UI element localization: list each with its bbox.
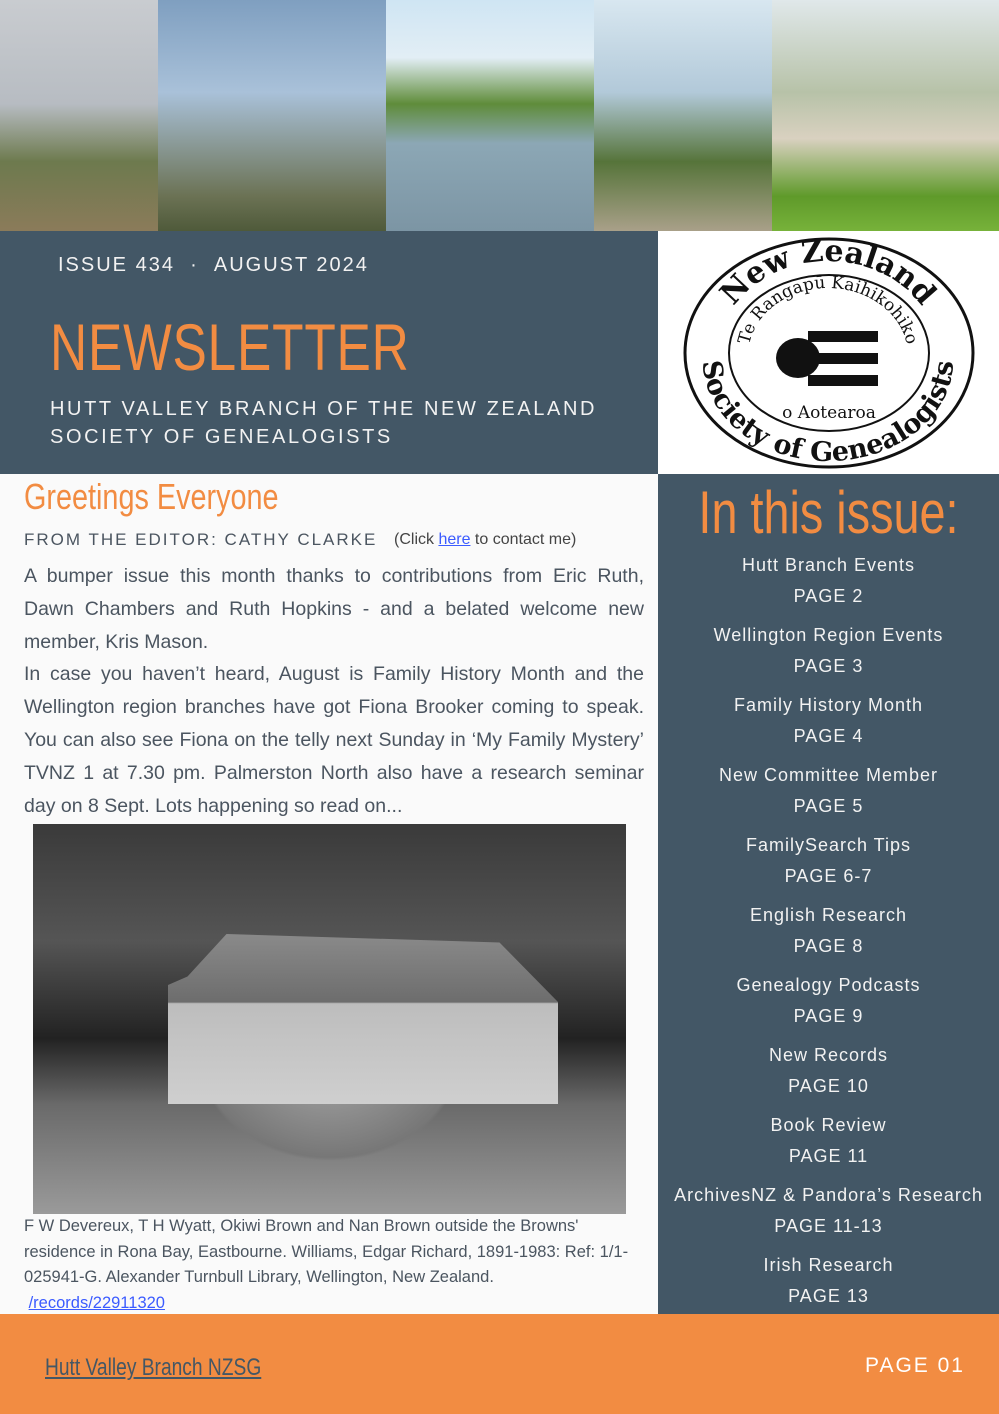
logo-text: o Aotearoa <box>782 403 876 423</box>
toc-item-title: Genealogy Podcasts <box>736 975 921 995</box>
toc-item-page: PAGE 5 <box>793 796 864 816</box>
contact-note <box>394 531 576 549</box>
toc-item-title: Family History Month <box>733 695 924 715</box>
toc-item-page: PAGE 11 <box>788 1146 869 1166</box>
toc-item-title: FamilySearch Tips <box>745 835 912 855</box>
toc-item-title: New Committee Member <box>718 765 939 785</box>
page-number: PAGE 01 <box>865 1354 965 1377</box>
logo-text: New Zealand <box>713 233 943 312</box>
toc-item[interactable] <box>658 1250 999 1320</box>
toc-item[interactable] <box>658 690 999 760</box>
photo-war-memorial <box>594 0 772 231</box>
toc-item-page: PAGE 6-7 <box>784 866 873 886</box>
paragraph: A bumper issue this month thanks to contributions from Eric Ruth, Dawn Chambers and Ruth Hopkins - and a belated welcome new member, Kris Mason. <box>24 565 644 653</box>
table-of-contents <box>658 474 999 1314</box>
toc-item[interactable] <box>658 620 999 690</box>
photo-memorial-building <box>158 0 386 231</box>
toc-item[interactable] <box>658 830 999 900</box>
historic-photo <box>33 824 626 1214</box>
contact-link[interactable]: here <box>438 531 471 548</box>
issue-date: AUGUST 2024 <box>213 254 369 276</box>
editor-byline: FROM THE EDITOR: CATHY CLARKE <box>24 530 378 549</box>
photo-caption <box>24 1214 646 1316</box>
separator: · <box>190 254 199 276</box>
toc-item-page: PAGE 4 <box>793 726 864 746</box>
toc-item-title: English Research <box>749 905 908 925</box>
issue-number: ISSUE 434 <box>58 254 175 276</box>
toc-item-page: PAGE 2 <box>793 586 864 606</box>
toc-heading: In this issue: <box>698 479 959 546</box>
masthead <box>0 231 658 474</box>
toc-item-title: Hutt Branch Events <box>741 555 916 575</box>
toc-item[interactable] <box>658 970 999 1040</box>
toc-item-page: PAGE 13 <box>788 1286 869 1306</box>
editor-section <box>0 474 658 1314</box>
subtitle <box>50 395 597 451</box>
contact-text: to contact me) <box>470 531 577 548</box>
svg-text:New Zealand <box>713 234 942 312</box>
branch-link[interactable]: Hutt Valley Branch NZSG <box>45 1354 262 1381</box>
photo-river-bridge <box>386 0 594 231</box>
toc-item-title: ArchivesNZ & Pandora’s Research <box>674 1185 983 1205</box>
toc-item-page: PAGE 11-13 <box>774 1216 883 1236</box>
newsletter-title: NEWSLETTER <box>50 310 410 384</box>
toc-item-page: PAGE 3 <box>793 656 864 676</box>
toc-item-title: Book Review <box>770 1115 887 1135</box>
contact-text: (Click <box>394 531 439 548</box>
toc-item[interactable] <box>658 1040 999 1110</box>
photo-bird-sculpture <box>0 0 158 231</box>
toc-item-title: Wellington Region Events <box>713 625 944 645</box>
issue-line <box>58 254 369 277</box>
photo-cottage <box>772 0 999 231</box>
logo-text: Te Rangapū Kaihikohiko <box>734 272 922 347</box>
fern-emblem-icon <box>776 331 878 386</box>
toc-item-page: PAGE 9 <box>793 1006 864 1026</box>
caption-text: F W Devereux, T H Wyatt, Okiwi Brown and Nan Brown outside the Browns' residence in Rona Bay, Eastbourne. Williams, Edgar Richard, 1891-1983: Ref: 1/1-025941-G. Alexander Turnbull Library, Wellington, New Zealand. <box>24 1217 629 1286</box>
nzsg-logo <box>658 231 999 474</box>
subtitle-line: HUTT VALLEY BRANCH OF THE NEW ZEALAND <box>50 398 598 420</box>
toc-item[interactable] <box>658 900 999 970</box>
paragraph: In case you haven’t heard, August is Family History Month and the Wellington region branches have got Fiona Brooker coming to speak. You can also see Fiona on the telly next Sunday in ‘My Family Mystery’ TVNZ 1 at 7.30 pm. Palmerston North also have a research seminar day on 8 Sept. Lots happening so read on... <box>24 663 644 817</box>
footer <box>0 1314 999 1414</box>
header-photo-strip <box>0 0 999 231</box>
subtitle-line: SOCIETY OF GENEALOGISTS <box>50 426 393 448</box>
section-heading: Greetings Everyone <box>24 476 279 517</box>
toc-item[interactable] <box>658 1110 999 1180</box>
hut-illustration <box>168 934 558 1104</box>
toc-item-page: PAGE 10 <box>788 1076 869 1096</box>
toc-item[interactable] <box>658 1180 999 1250</box>
toc-item-page: PAGE 8 <box>793 936 864 956</box>
toc-item[interactable] <box>658 760 999 830</box>
logo-text: Society of Genealogists <box>695 358 961 469</box>
editor-body <box>24 560 644 822</box>
toc-item-title: New Records <box>768 1045 889 1065</box>
toc-item-title: Irish Research <box>763 1255 894 1275</box>
record-link[interactable]: /records/22911320 <box>28 1293 165 1312</box>
toc-item[interactable] <box>658 550 999 620</box>
